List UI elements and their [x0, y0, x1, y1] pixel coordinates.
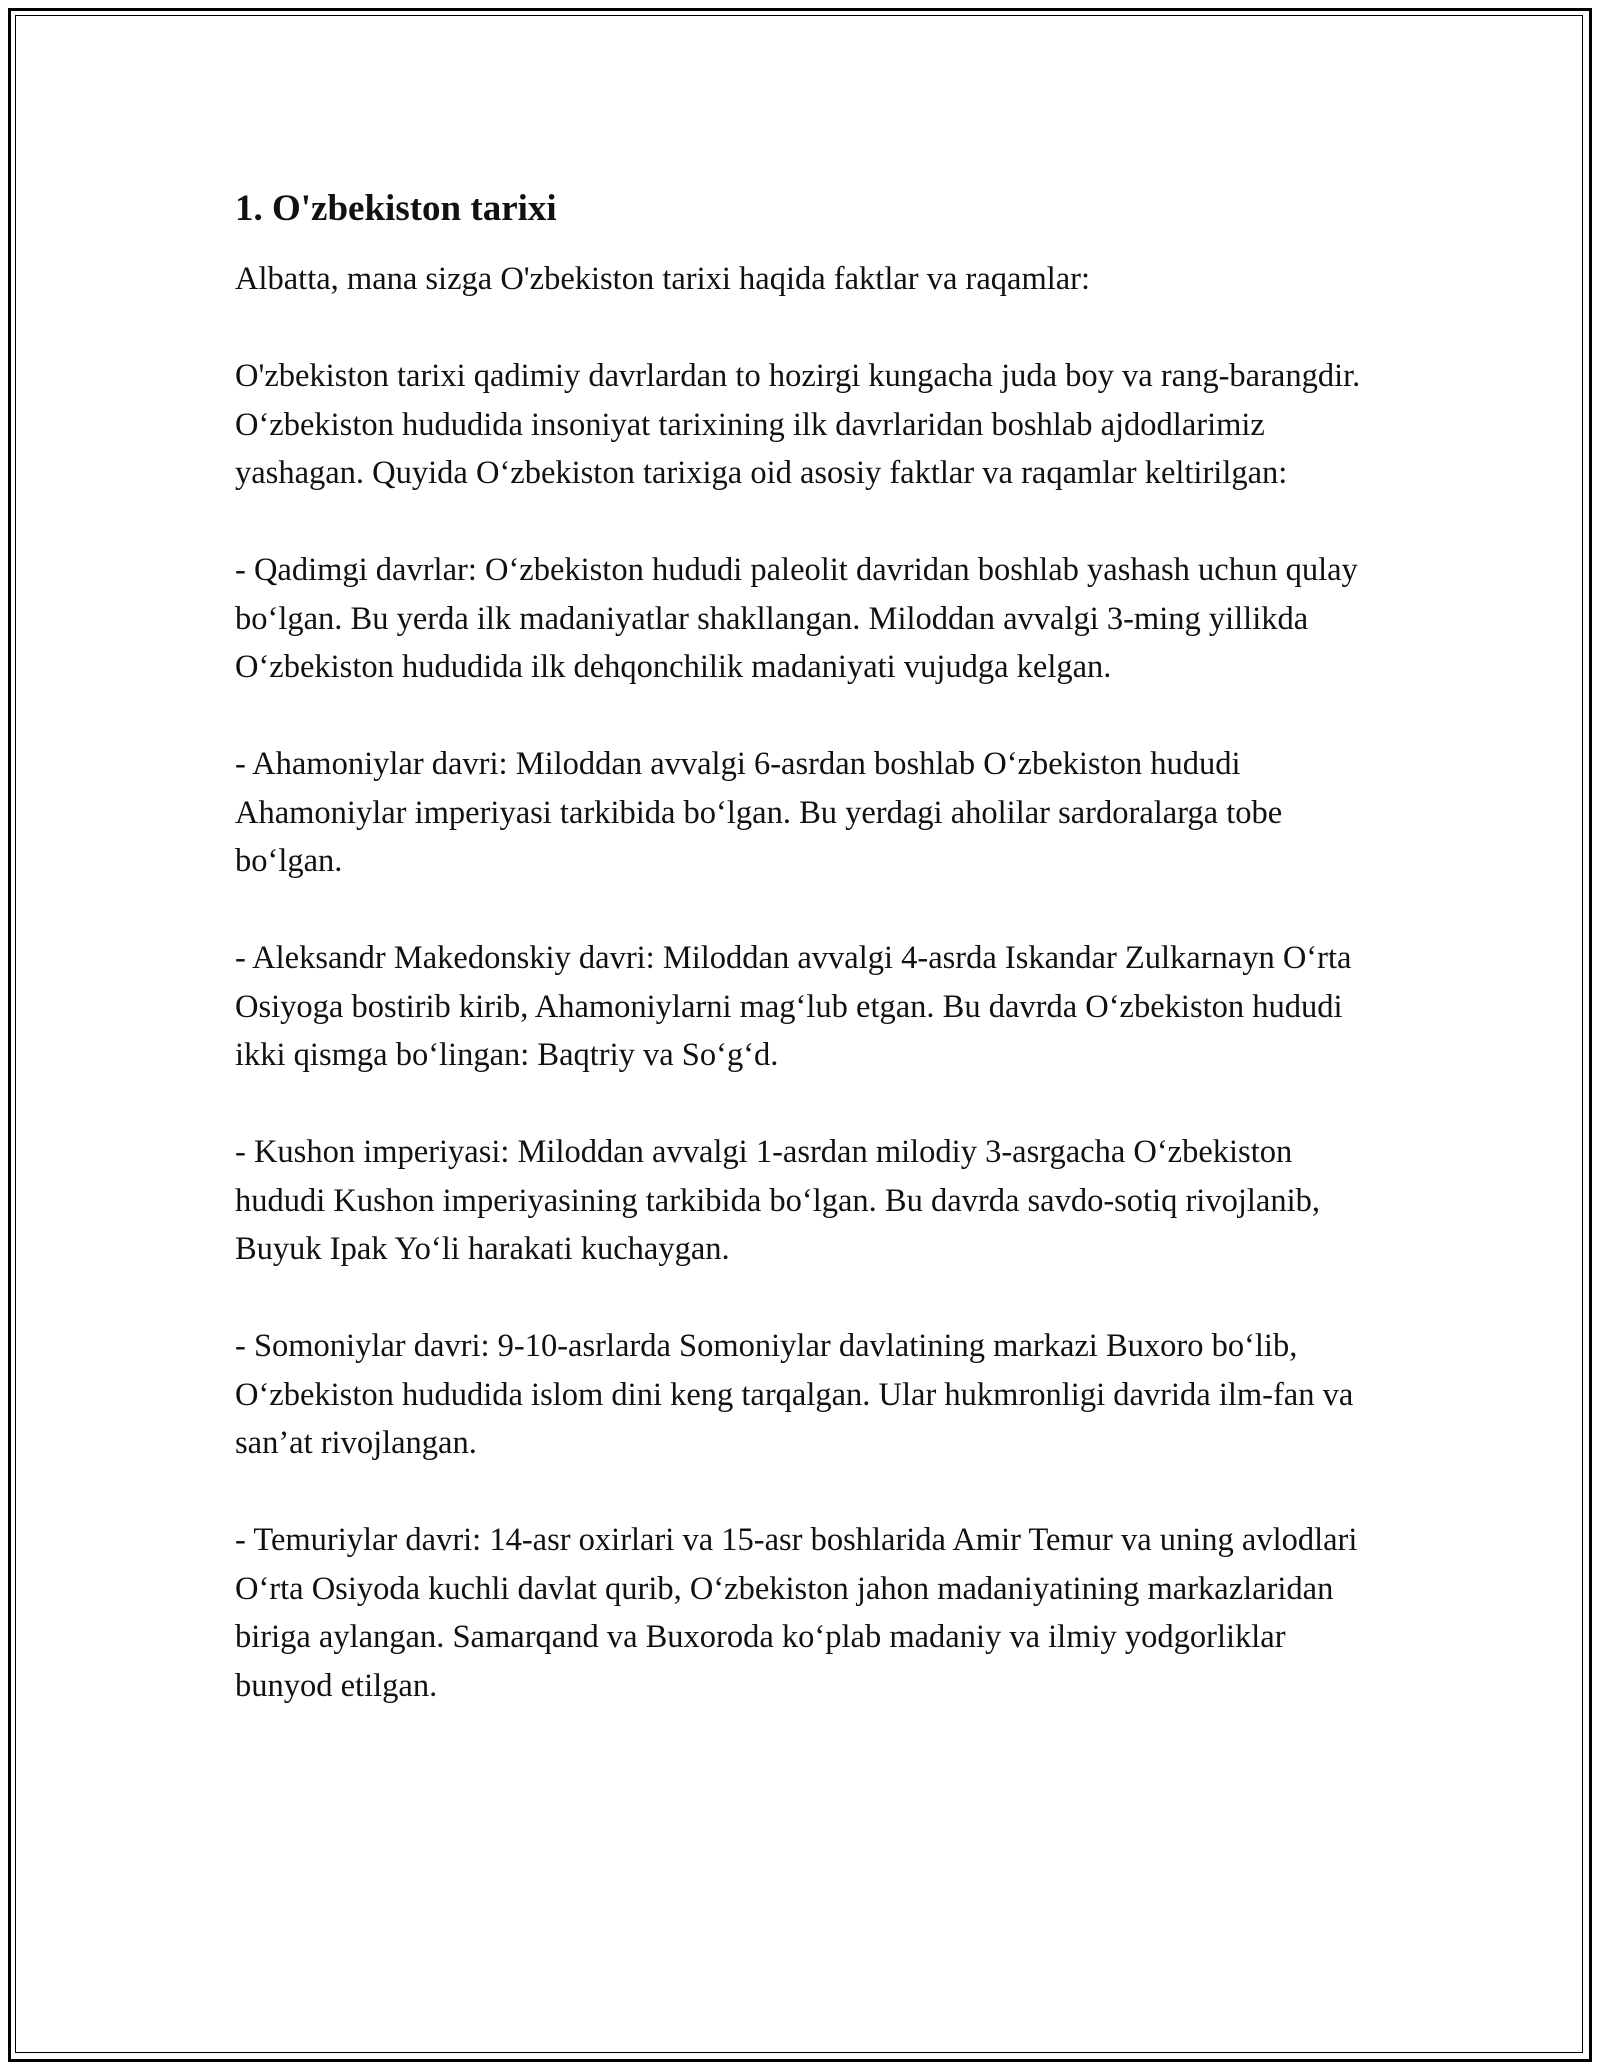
alexander-period-paragraph: - Aleksandr Makedonskiy davri: Miloddan avvalgi 4-asrda Iskandar Zulkarnayn O‘rta Osiyoga bostirib kirib, Ahamoniylarni mag‘lub etgan. Bu davrda O‘zbekiston hududi ikki qismga bo‘lingan: Baqtriy va So‘g‘d. [235, 940, 1352, 1073]
achaemenid-period-paragraph: - Ahamoniylar davri: Miloddan avvalgi 6-asrdan boshlab O‘zbekiston hududi Ahamoniylar imperiyasi tarkibida bo‘lgan. Bu yerdagi aholilar sardoralarga tobe bo‘lgan. [235, 746, 1283, 879]
samanid-period-paragraph: - Somoniylar davri: 9-10-asrlarda Somoniylar davlatining markazi Buxoro bo‘lib, O‘zbekiston hududida islom dini keng tarqalgan. Ular hukmronligi davrida ilm-fan va san’at rivojlangan. [235, 1328, 1354, 1461]
timurid-period-paragraph: - Temuriylar davri: 14-asr oxirlari va 15-asr boshlarida Amir Temur va uning avlodlari O‘rta Osiyoda kuchli davlat qurib, O‘zbekiston jahon madaniyatining markazlaridan biriga aylangan. Samarqand va Buxoroda ko‘plab madaniy va ilmiy yodgorliklar bunyod etilgan. [235, 1522, 1358, 1704]
ancient-period-paragraph: - Qadimgi davrlar: O‘zbekiston hududi paleolit davridan boshlab yashash uchun qulay bo‘lgan. Bu yerda ilk madaniyatlar shakllangan. Miloddan avvalgi 3-ming yillikda O‘zbekiston hududida ilk dehqonchilik madaniyati vujudga kelgan. [235, 552, 1358, 685]
document-title: 1. O'zbekiston tarixi [235, 188, 557, 229]
document-body [235, 185, 1365, 1710]
overview-paragraph: O'zbekiston tarixi qadimiy davrlardan to hozirgi kungacha juda boy va rang-barangdir. O‘zbekiston hududida insoniyat tarixining ilk davrlaridan boshlab ajdodlarimiz yashagan. Quyida O‘zbekiston tarixiga oid asosiy faktlar va raqamlar keltirilgan: [235, 358, 1361, 491]
kushan-empire-paragraph: - Kushon imperiyasi: Miloddan avvalgi 1-asrdan milodiy 3-asrgacha O‘zbekiston hududi Kushon imperiyasining tarkibida bo‘lgan. Bu davrda savdo-sotiq rivojlanib, Buyuk Ipak Yo‘li harakati kuchaygan. [235, 1134, 1320, 1267]
intro-paragraph: Albatta, mana sizga O'zbekiston tarixi haqida faktlar va raqamlar: [235, 261, 1091, 297]
